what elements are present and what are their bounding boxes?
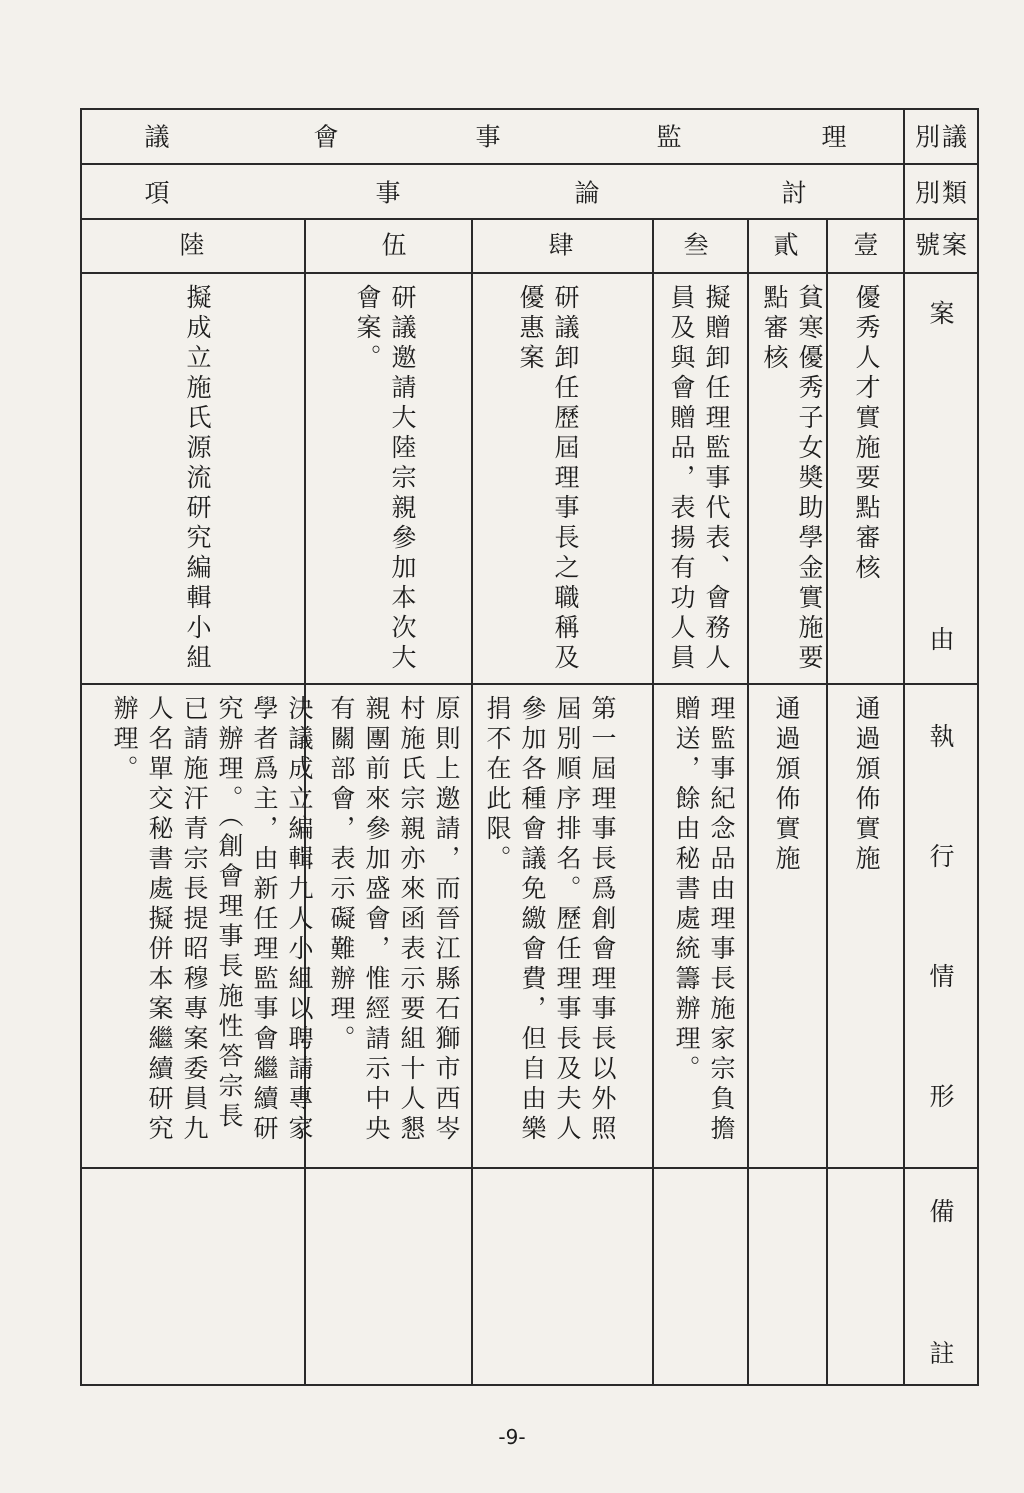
subtitle-char: 討 (781, 178, 807, 208)
column-divider (652, 218, 654, 1386)
subtitle-char: 事 (375, 178, 401, 208)
case-execution: 第一屆理事長爲創會理事長以外照屆別順序排名。歷任理事長及夫人參加各種會議免繳會費，但自由樂捐不在此限。 (483, 695, 617, 1145)
subtitle-char: 論 (574, 178, 600, 208)
column-divider (471, 218, 473, 1386)
case-reason: 研議邀請大陸宗親參加本次大會案。 (353, 284, 417, 674)
remarks-label-char: 備 (929, 1197, 955, 1226)
row-divider (80, 683, 979, 685)
case-execution: 理監事紀念品由理事長施家宗負擔贈送，餘由秘書處統籌辦理。 (672, 695, 736, 1145)
category-label: 別類 (914, 178, 970, 208)
row-divider (80, 163, 979, 165)
execution-label-char: 形 (929, 1082, 955, 1111)
title-char: 議 (144, 122, 170, 152)
execution-label-char: 情 (929, 962, 955, 991)
case-reason: 貧寒優秀子女奬助學金實施要點審核 (760, 284, 824, 674)
case-execution: 通過頒佈實施 (772, 695, 801, 875)
case-reason: 研議卸任歷屆理事長之職稱及優惠案 (516, 284, 580, 674)
case-number: 壹 (853, 230, 879, 260)
case-number-label: 號案 (914, 230, 970, 260)
case-execution: 決議成立編輯九人小組以聘請專家學者爲主，由新任理監事會繼續研究辦理。（創會理事長施性答宗長已請施汗青宗長提昭穆專案委員九人名單交秘書處擬併本案繼續研究辦理。 (110, 695, 314, 1145)
case-number: 陸 (179, 230, 205, 260)
meeting-type-label: 別議 (914, 122, 970, 152)
row-divider (80, 1167, 979, 1169)
case-number: 伍 (381, 230, 407, 260)
case-reason: 優秀人才實施要點審核 (852, 284, 881, 584)
case-reason: 擬贈卸任理監事代表、會務人員及與會贈品，表揚有功人員 (667, 284, 731, 674)
title-char: 事 (475, 122, 501, 152)
execution-label-char: 執 (929, 722, 955, 751)
title-char: 會 (313, 122, 339, 152)
label-column-divider (903, 108, 905, 1386)
remarks-label-char: 註 (929, 1339, 955, 1368)
case-execution: 原則上邀請，而晉江縣石獅市西岑村施氏宗親亦來函表示要組十人懇親團前來參加盛會，惟經請示中央有關部會，表示礙難辦理。 (327, 695, 461, 1145)
case-number: 叁 (683, 230, 709, 260)
case-number: 貳 (773, 230, 799, 260)
column-divider (747, 218, 749, 1386)
case-number: 肆 (548, 230, 574, 260)
title-char: 監 (656, 122, 682, 152)
row-divider (80, 218, 979, 220)
case-execution: 通過頒佈實施 (852, 695, 881, 875)
title-char: 理 (821, 122, 847, 152)
subtitle-char: 項 (144, 178, 170, 208)
execution-label-char: 行 (929, 842, 955, 871)
row-divider (80, 272, 979, 274)
page-number: -9- (498, 1425, 526, 1449)
proposal-label: 案 (929, 299, 955, 328)
reason-label: 由 (929, 625, 955, 654)
case-reason: 擬成立施氏源流研究編輯小組 (183, 284, 212, 674)
